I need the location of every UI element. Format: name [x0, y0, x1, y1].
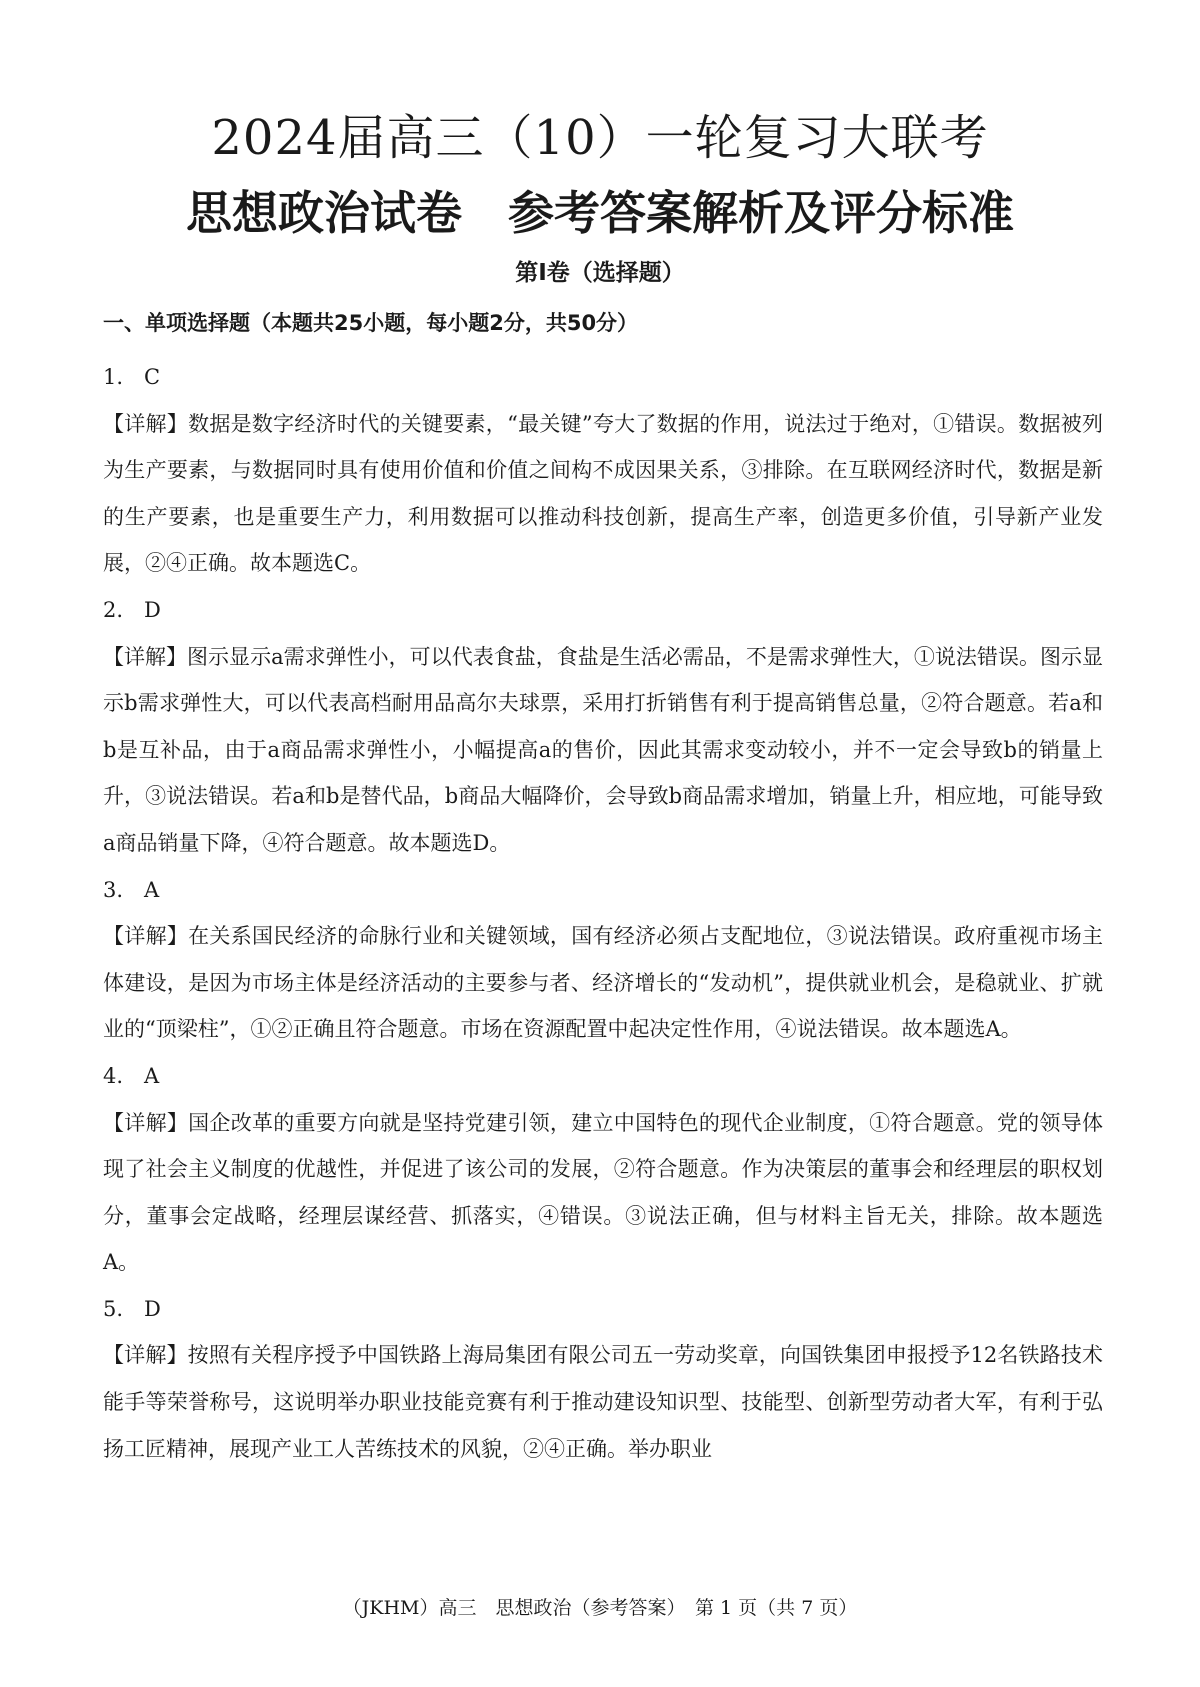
- question-item: [103, 587, 1103, 867]
- question-answer: 4. A: [103, 1063, 160, 1088]
- question-detail: 【详解】图示显示a需求弹性小，可以代表食盐，食盐是生活必需品，不是需求弹性大，①说法错误。图示显示b需求弹性大，可以代表高档耐用品高尔夫球票，采用打折销售有利于提高销售总量，②符合题意。若a和b是互补品，由于a商品需求弹性小，小幅提高a的售价，因此其需求变动较小，并不一定会导致b的销量上升，③说法错误。若a和b是替代品，b商品大幅降价，会导致b商品需求增加，销量上升，相应地，可能导致a商品销量下降，④符合题意。故本题选D。: [103, 644, 1103, 855]
- question-item: [103, 867, 1103, 1053]
- question-item: [103, 1286, 1103, 1472]
- exam-subtitle: 思想政治试卷 参考答案解析及评分标准: [186, 186, 1014, 240]
- question-detail: 【详解】国企改革的重要方向就是坚持党建引领，建立中国特色的现代企业制度，①符合题意。党的领导体现了社会主义制度的优越性，并促进了该公司的发展，②符合题意。作为决策层的董事会和经理层的职权划分，董事会定战略，经理层谋经营、抓落实，④错误。③说法正确，但与材料主旨无关，排除。故本题选A。: [103, 1110, 1103, 1275]
- question-detail: 【详解】按照有关程序授予中国铁路上海局集团有限公司五一劳动奖章，向国铁集团申报授予12名铁路技术能手等荣誉称号，这说明举办职业技能竞赛有利于推动建设知识型、技能型、创新型劳动者大军，有利于弘扬工匠精神，展现产业工人苦练技术的风貌，②④正确。举办职业: [103, 1343, 1103, 1461]
- question-answer: 3. A: [103, 877, 160, 902]
- page-footer: （JKHM）高三 思想政治（参考答案） 第 1 页（共 7 页）: [342, 1597, 858, 1619]
- volume-heading: 第Ⅰ卷（选择题）: [515, 260, 685, 286]
- question-item: [103, 354, 1103, 587]
- question-answer: 2. D: [103, 597, 161, 622]
- question-answer: 1. C: [103, 365, 161, 389]
- exam-title: 2024届高三（10）一轮复习大联考: [211, 110, 989, 166]
- question-item: [103, 1053, 1103, 1286]
- question-answer: 5. D: [103, 1296, 161, 1321]
- answer-list: [103, 354, 1103, 1472]
- question-detail: 【详解】在关系国民经济的命脉行业和关键领域，国有经济必须占支配地位，③说法错误。政府重视市场主体建设，是因为市场主体是经济活动的主要参与者、经济增长的“发动机”，提供就业机会，是稳就业、扩就业的“顶梁柱”，①②正确且符合题意。市场在资源配置中起决定性作用，④说法错误。故本题选A。: [103, 924, 1103, 1042]
- section-heading: 一、单项选择题（本题共25小题，每小题2分，共50分）: [103, 311, 639, 335]
- question-detail: 【详解】数据是数字经济时代的关键要素，“最关键”夸大了数据的作用，说法过于绝对，①错误。数据被列为生产要素，与数据同时具有使用价值和价值之间构不成因果关系，③排除。在互联网经济时代，数据是新的生产要素，也是重要生产力，利用数据可以推动科技创新，提高生产率，创造更多价值，引导新产业发展，②④正确。故本题选C。: [103, 411, 1103, 576]
